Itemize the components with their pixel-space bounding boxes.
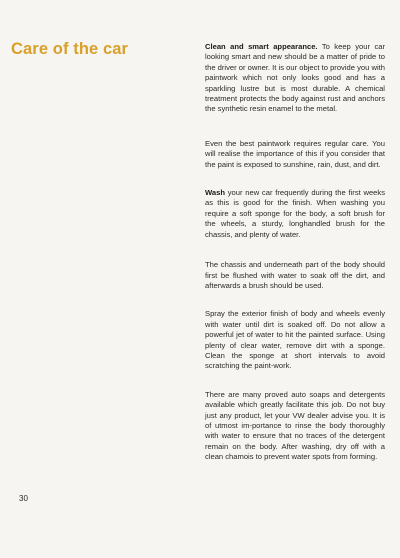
paragraph-text: your new car frequently during the first weeks as this is good for the finish. When washing you require a soft sponge for the body, a soft brush for the wheels, a sturdy, longhandled brush for the chassis, and plenty of water. — [205, 188, 385, 239]
paragraph-clean-appearance — [205, 42, 385, 115]
paragraph-text: Spray the exterior finish of body and wheels evenly with water until dirt is soaked off. Do not allow a powerful jet of water to hit the painted surface. Using plenty of clear water, remove dirt with a sponge. Clean the sponge at short intervals to avoid scratching the paint-work. — [205, 309, 385, 371]
paragraph-spray — [205, 309, 385, 371]
page-number: 30 — [19, 494, 28, 503]
paragraph-lead: Wash — [205, 188, 225, 198]
paragraph-chassis — [205, 260, 385, 291]
paragraph-text: There are many proved auto soaps and detergents available which greatly facilitate this job. Do not buy just any product, let your VW dealer advise you. It is of utmost im-portance to rinse the body thoroughly with water to ensure that no traces of the detergent remain on the body. After washing, dry off with a clean chamois to prevent water spots from forming. — [205, 389, 385, 462]
paragraph-paintwork-care — [205, 139, 385, 170]
paragraph-lead: Clean and smart appearance. — [205, 42, 318, 51]
body-text-column — [205, 42, 385, 463]
paragraph-wash — [205, 188, 385, 240]
section-title: Care of the car — [11, 40, 129, 58]
paragraph-text: The chassis and underneath part of the body should first be flushed with water to soak off the dirt, and afterwards a brush should be used. — [205, 260, 385, 290]
paragraph-text: To keep your car looking smart and new should be a matter of pride to the driver or owner. It is our object to provide you with paintwork which not only looks good and has a sparkling lustre but is most durable. A chemical treatment protects the body against rust and anchors the synthetic resin enamel to the metal. — [205, 42, 385, 114]
paragraph-soaps — [205, 390, 385, 463]
paragraph-text: Even the best paintwork requires regular care. You will realise the importance of this if you consider that the paint is exposed to sunshine, rain, dust, and dirt. — [205, 138, 385, 169]
